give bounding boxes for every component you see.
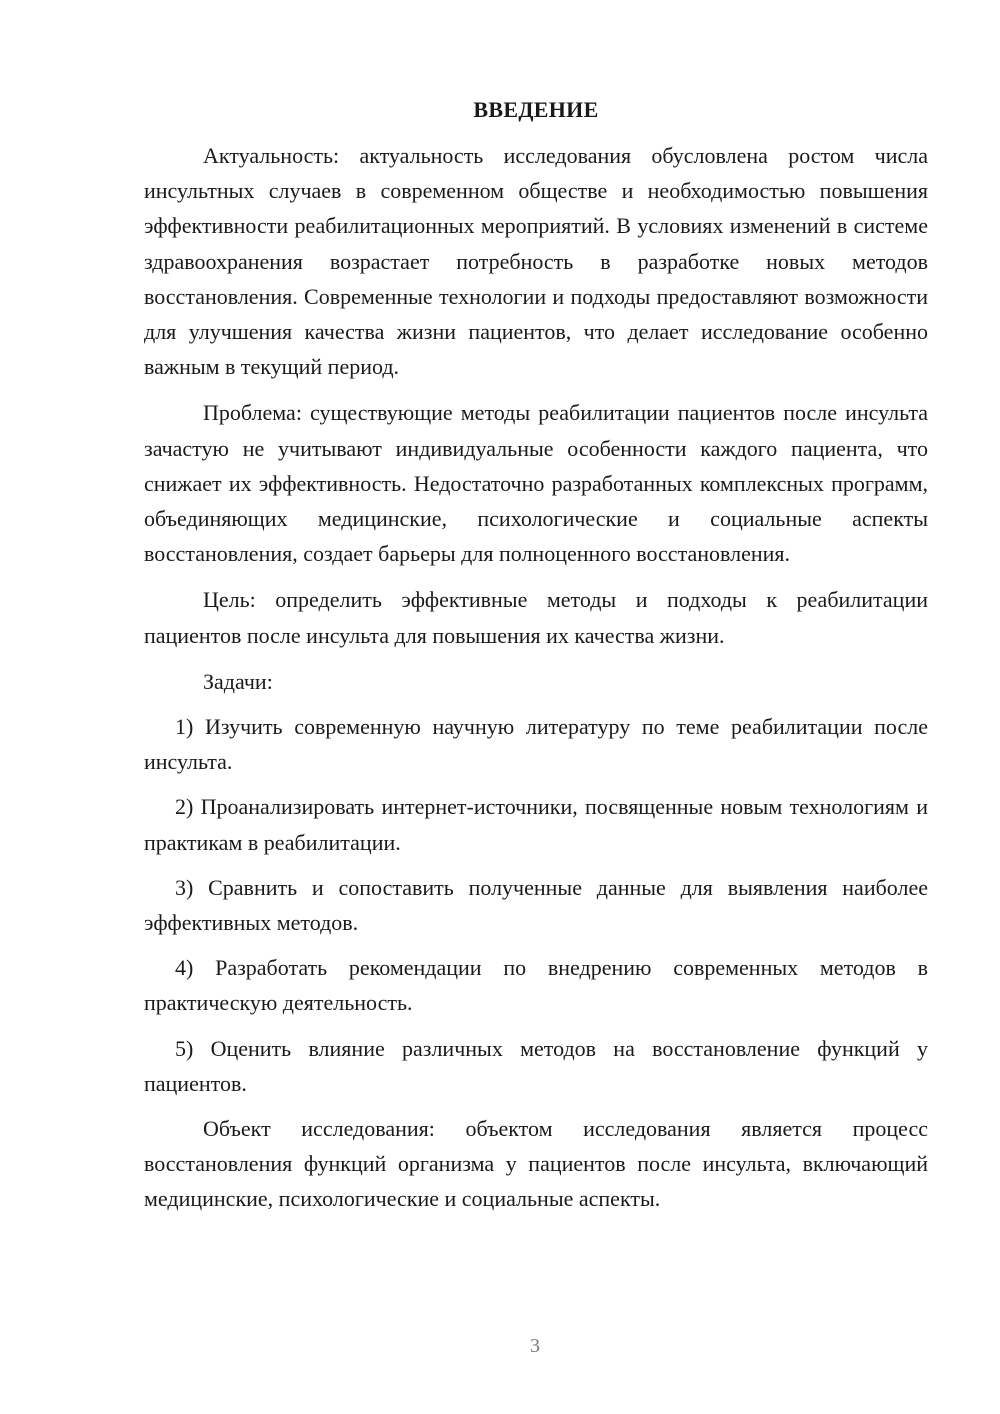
section-heading: ВВЕДЕНИЕ	[473, 97, 599, 122]
tasks-label: Задачи:	[203, 668, 273, 694]
relevance-paragraph: Актуальность: актуальность исследования обусловлена ростом числа инсультных случаев в современном обществе и необходимостью повышения эффективности реабилитационных мероприятий. В условиях изменений в системе здравоохранения возрастает потребность в разработке новых методов восстановления. Современные технологии и подходы предоставляют возможности для улучшения качества жизни пациентов, что делает исследование особенно важным в текущий период.	[144, 143, 928, 380]
task-item: 2) Проанализировать интернет-источники, посвященные новым технологиям и практикам в реабилитации.	[144, 794, 928, 855]
task-item: 4) Разработать рекомендации по внедрению современных методов в практическую деятельность.	[144, 955, 928, 1016]
problem-paragraph: Проблема: существующие методы реабилитации пациентов после инсульта зачастую не учитывают индивидуальные особенности каждого пациента, что снижает их эффективность. Недостаточно разработанных комплексных программ, объединяющих медицинские, психологические и социальные аспекты восстановления, создает барьеры для полноценного восстановления.	[144, 400, 928, 567]
task-item: 1) Изучить современную научную литературу по теме реабилитации после инсульта.	[144, 714, 928, 775]
page-content	[144, 94, 928, 1217]
task-item: 5) Оценить влияние различных методов на восстановление функций у пациентов.	[144, 1035, 928, 1096]
task-item: 3) Сравнить и сопоставить полученные данные для выявления наиболее эффективных методов.	[144, 874, 928, 936]
page-number: 3	[530, 1335, 540, 1357]
object-paragraph: Объект исследования: объектом исследования является процесс восстановления функций организма у пациентов после инсульта, включающий медицинские, психологические и социальные аспекты.	[144, 1116, 928, 1212]
goal-paragraph: Цель: определить эффективные методы и подходы к реабилитации пациентов после инсульта для повышения их качества жизни.	[144, 587, 928, 648]
